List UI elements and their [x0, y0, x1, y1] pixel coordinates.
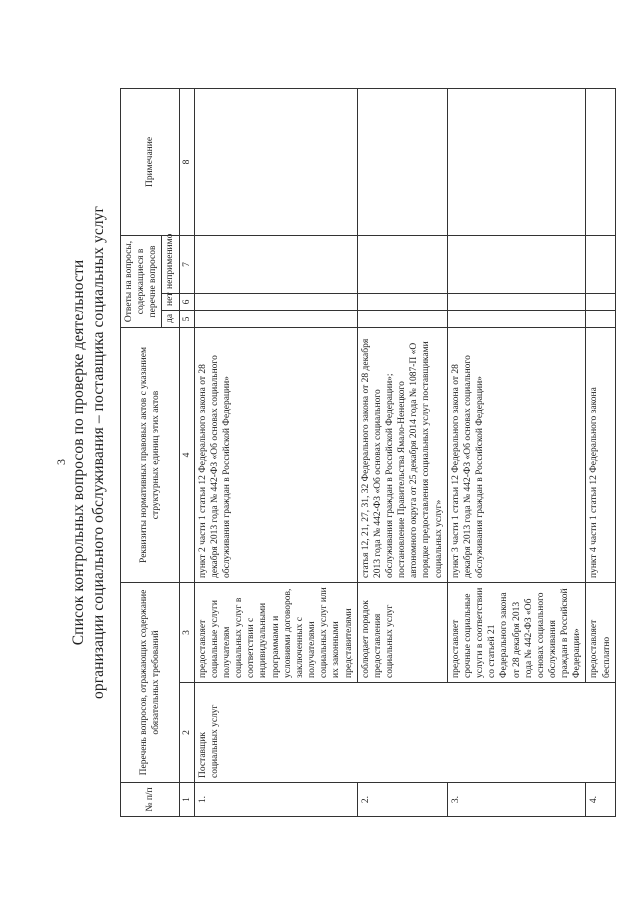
column-number: 1: [179, 783, 194, 817]
row-number: 3.: [447, 783, 586, 817]
answer-na-cell: [447, 235, 586, 293]
answer-yes-cell: [586, 310, 615, 327]
column-number: 4: [179, 327, 194, 582]
column-number: 2: [179, 683, 194, 783]
note-cell: [447, 88, 586, 235]
page-number: 3: [54, 459, 68, 465]
answer-yes-cell: [447, 310, 586, 327]
row-requirement: соблюдает порядок предоставления социальных услуг: [357, 582, 447, 682]
answer-no-cell: [357, 293, 447, 310]
header-answers: Ответы на вопросы, содержащиеся в перечне вопросов: [121, 235, 162, 327]
column-number: 7: [179, 235, 194, 293]
row-number: 2.: [357, 783, 447, 817]
header-questions: Перечень вопросов, отражающих содержание обязательных требований: [121, 582, 180, 782]
row-legal-acts: пункт 3 части 1 статьи 12 Федерального закона от 28 декабря 2013 года № 442-ФЗ «Об основах социального обслуживания граждан в Российской Федерации»: [447, 327, 586, 582]
column-number: 6: [179, 293, 194, 310]
row-requirement: предоставляет бесплатно: [586, 582, 615, 682]
answer-no-cell: [194, 293, 357, 310]
column-number: 3: [179, 582, 194, 682]
note-cell: [586, 88, 615, 235]
checklist-table: [120, 88, 616, 817]
row-requirement: предоставляет социальные услуги получателям социальных услуг в соответствии с индивидуальными программами и условиями договоров, заключенных с получателями социальных услуг или их законными представителями: [194, 582, 357, 682]
header-not-applicable: неприменимо: [162, 235, 179, 293]
row-legal-acts: пункт 4 части 1 статьи 12 Федерального закона: [586, 327, 615, 582]
note-cell: [194, 88, 357, 235]
header-yes: да: [162, 310, 179, 327]
column-number: 8: [179, 88, 194, 235]
answer-yes-cell: [194, 310, 357, 327]
table-row: [194, 88, 357, 816]
row-legal-acts: статья 12, 21, 27, 31, 32 Федерального закона от 28 декабря 2013 года № 442-ФЗ «Об основах социального обслуживания граждан в Российской Федерации»; постановление Правительства Ямало-Ненецкого автономного округа от 25 декабря 2014 года № 1087-П «О порядке предоставления социальных услуг поставщиками социальных услуг»: [357, 327, 447, 582]
answer-yes-cell: [357, 310, 447, 327]
row-number: 1.: [194, 783, 357, 817]
header-note: Примечание: [121, 88, 180, 235]
answer-na-cell: [194, 235, 357, 293]
note-cell: [357, 88, 447, 235]
row-subject: Поставщик социальных услуг: [194, 683, 615, 783]
row-requirement: предоставляет срочные социальные услуги в соответствии со статьей 21 Федерального закона от 28 декабря 2013 года № 442-ФЗ «Об основах социального обслуживания граждан в Российской Федерации»: [447, 582, 586, 682]
column-number: 5: [179, 310, 194, 327]
header-no: нет: [162, 293, 179, 310]
answer-no-cell: [586, 293, 615, 310]
header-legal-acts: Реквизиты нормативных правовых актов с указанием структурных единиц этих актов: [121, 327, 180, 582]
row-number: 4.: [586, 783, 615, 817]
answer-na-cell: [586, 235, 615, 293]
header-number: № п/п: [121, 783, 180, 817]
document-title-line-2: организации социального обслуживания – поставщика социальных услуг: [90, 206, 107, 699]
answer-no-cell: [447, 293, 586, 310]
answer-na-cell: [357, 235, 447, 293]
document-title-line-1: Список контрольных вопросов по проверке деятельности: [70, 259, 87, 646]
row-legal-acts: пункт 2 части 1 статьи 12 Федерального закона от 28 декабря 2013 года № 442-ФЗ «Об основах социального обслуживания граждан в Российской Федерации»: [194, 327, 357, 582]
